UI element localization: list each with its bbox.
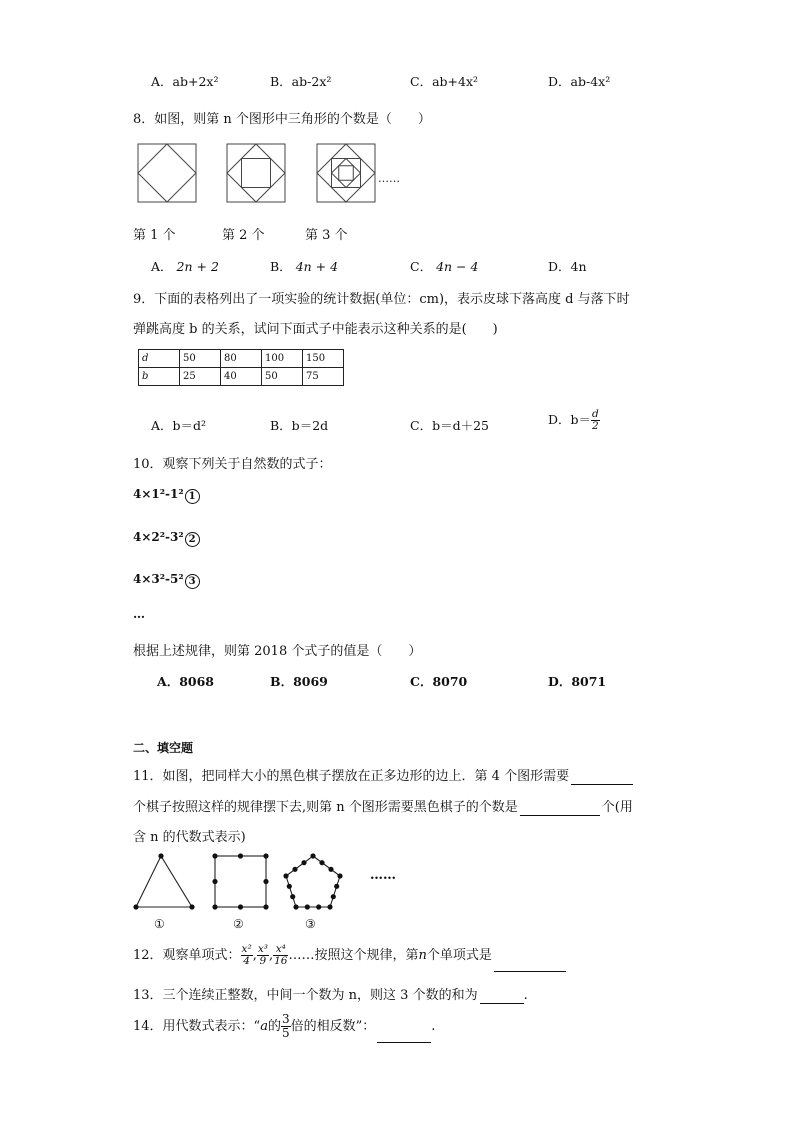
q10-option-d: D．8071: [548, 674, 607, 689]
q10-option-b: B．8069: [270, 674, 328, 689]
table-cell: 50: [262, 368, 303, 386]
q8-ellipsis: ……: [378, 172, 400, 185]
section-title: 二、填空题: [133, 741, 194, 755]
q11-ellipsis: ……: [370, 868, 396, 883]
table-cell: 80: [221, 350, 262, 368]
circled-number: 1: [185, 489, 200, 504]
formula-text: 4×3²-5²: [133, 572, 184, 586]
fraction-numerator: x²: [241, 943, 252, 955]
answer-blank[interactable]: [480, 988, 524, 1004]
table-cell: 50: [180, 350, 221, 368]
q8-option-a-expr: 2n + 2: [176, 259, 219, 274]
fraction-denominator: 5: [281, 1026, 290, 1040]
table-cell: b: [139, 368, 180, 386]
q8-option-c-expr: 4n − 4: [436, 259, 479, 274]
q11-label-2: ②: [233, 917, 244, 931]
q14-end: .: [431, 1019, 436, 1034]
q10-formula-3: [133, 572, 200, 589]
q11-triangle: [136, 856, 192, 907]
q10-dots: …: [133, 607, 145, 621]
answer-blank[interactable]: [571, 769, 633, 785]
q8-label-3: 第 3 个: [305, 228, 348, 243]
q8-option-b-letter: B．: [270, 259, 292, 274]
circled-number: 2: [185, 532, 200, 547]
q9-stem-line-2: 弹跳高度 b 的关系，试问下面式子中能表示这种关系的是( ): [133, 322, 498, 337]
q12-line: [133, 941, 566, 972]
q13-line: [133, 984, 528, 1004]
fraction-denominator: 4: [243, 955, 250, 967]
q11-line-2: [133, 796, 633, 816]
q8-stem: 8．如图，则第 n 个图形中三角形的个数是（ ）: [133, 112, 431, 127]
q13-end: .: [523, 988, 528, 1003]
q11-line-1: [133, 765, 633, 785]
separator: ,: [252, 948, 257, 963]
q12-term-3: [273, 944, 288, 967]
q11-square-dots: [212, 853, 268, 909]
fraction-numerator: 3: [281, 1012, 290, 1026]
q8-option-d: D．4n: [548, 259, 587, 274]
table-cell: 150: [303, 350, 344, 368]
q12-term-1: [241, 944, 253, 967]
q14-fraction: [281, 1013, 291, 1040]
q8-figures: [130, 136, 420, 210]
q10-option-a: A．8068: [157, 674, 214, 689]
q10-question: [133, 640, 421, 659]
q8-label-2: 第 2 个: [222, 228, 265, 243]
q8-figure-3: [317, 144, 375, 202]
formula-text: 4×2²-3²: [133, 530, 184, 544]
separator: ,: [268, 948, 274, 963]
table-row: [139, 368, 344, 386]
q14-line: [133, 1012, 435, 1043]
q9-option-b: B．b＝2d: [270, 418, 329, 433]
fraction-numerator: d: [592, 408, 599, 420]
q11-figures: [128, 848, 358, 914]
fraction-denominator: 9: [259, 955, 267, 967]
q11-label-1: ①: [154, 917, 165, 931]
table-cell: 25: [180, 368, 221, 386]
q9-stem-line-1: 9．下面的表格列出了一项实验的统计数据(单位：cm)，表示皮球下落高度 d 与落下时: [133, 292, 630, 307]
fraction-denominator: 16: [274, 955, 288, 967]
formula-text: 4×1²-1²: [133, 487, 184, 501]
q8-option-c: [410, 257, 478, 275]
q10-formula-1: [133, 487, 200, 504]
q9-option-d: [548, 409, 600, 432]
answer-blank[interactable]: [494, 941, 566, 972]
fraction-denominator: 2: [592, 420, 599, 432]
q8-figure-2: [227, 144, 285, 202]
q8-label-1: 第 1 个: [133, 228, 176, 243]
q9-option-d-fraction: [591, 409, 600, 432]
q8-option-b-expr: 4n + 4: [295, 259, 339, 274]
q11-pentagon: [286, 856, 340, 907]
q10-option-c: C．8070: [410, 674, 468, 689]
q14-prefix: 14．用代数式表示：“: [133, 1019, 261, 1034]
q10-stem: 10．观察下列关于自然数的式子：: [133, 457, 332, 472]
q8-option-c-letter: C．: [410, 259, 433, 274]
q7-option-c: C．ab+4x²: [410, 74, 479, 89]
q14-variable: a: [260, 1019, 268, 1034]
q11-label-3: ③: [305, 917, 316, 931]
table-cell: d: [139, 350, 180, 368]
table-cell: 100: [262, 350, 303, 368]
q11-line-2-text: 个棋子按照这样的规律摆下去,则第 n 个图形需要黑色棋子的个数是: [133, 800, 518, 815]
answer-blank[interactable]: [520, 800, 600, 816]
q11-square: [215, 856, 266, 907]
q12-suffix: ……按照这个规律，第: [288, 948, 419, 963]
q14-mid: 的: [267, 1019, 281, 1034]
q9-option-c: C．b＝d＋25: [410, 418, 489, 433]
q7-option-d: D．ab-4x²: [548, 74, 611, 89]
q13-text: 13．三个连续正整数，中间一个数为 n，则这 3 个数的和为: [133, 988, 478, 1003]
q11-pentagon-dots: [283, 853, 342, 909]
q11-line-3: 含 n 的代数式表示): [133, 830, 246, 845]
q12-term-2: [257, 944, 269, 967]
table-cell: 40: [221, 368, 262, 386]
table-cell: 75: [303, 368, 344, 386]
q8-figure-1: [138, 144, 196, 202]
q14-suffix: 倍的相反数”：: [290, 1019, 376, 1034]
q10-formula-2: [133, 530, 200, 547]
q11-line-2-end: 个(用: [601, 800, 633, 815]
q10-question-text: 根据上述规律，则第 2018 个式子的值是（ ）: [133, 644, 422, 659]
q7-option-b: B．ab-2x²: [270, 74, 332, 89]
answer-blank[interactable]: [377, 1012, 431, 1043]
q9-option-a: A．b＝d²: [151, 418, 207, 433]
circled-number: 3: [185, 574, 200, 589]
q12-prefix: 12．观察单项式：: [133, 948, 241, 963]
fraction-numerator: x⁴: [273, 944, 288, 956]
q12-n: n: [418, 948, 427, 963]
fraction-numerator: x³: [257, 943, 268, 955]
q8-option-a: [151, 257, 219, 275]
q9-option-d-prefix: D．b＝: [548, 412, 592, 427]
q12-suffix-end: 个单项式是: [426, 948, 492, 963]
q9-data-table: [138, 349, 344, 386]
q8-option-b: [270, 257, 338, 275]
q8-option-a-letter: A．: [151, 259, 173, 274]
q7-option-a: A．ab+2x²: [151, 74, 219, 89]
table-row: [139, 350, 344, 368]
q11-line-1-text: 11．如图，把同样大小的黑色棋子摆放在正多边形的边上．第 4 个图形需要: [133, 769, 570, 784]
